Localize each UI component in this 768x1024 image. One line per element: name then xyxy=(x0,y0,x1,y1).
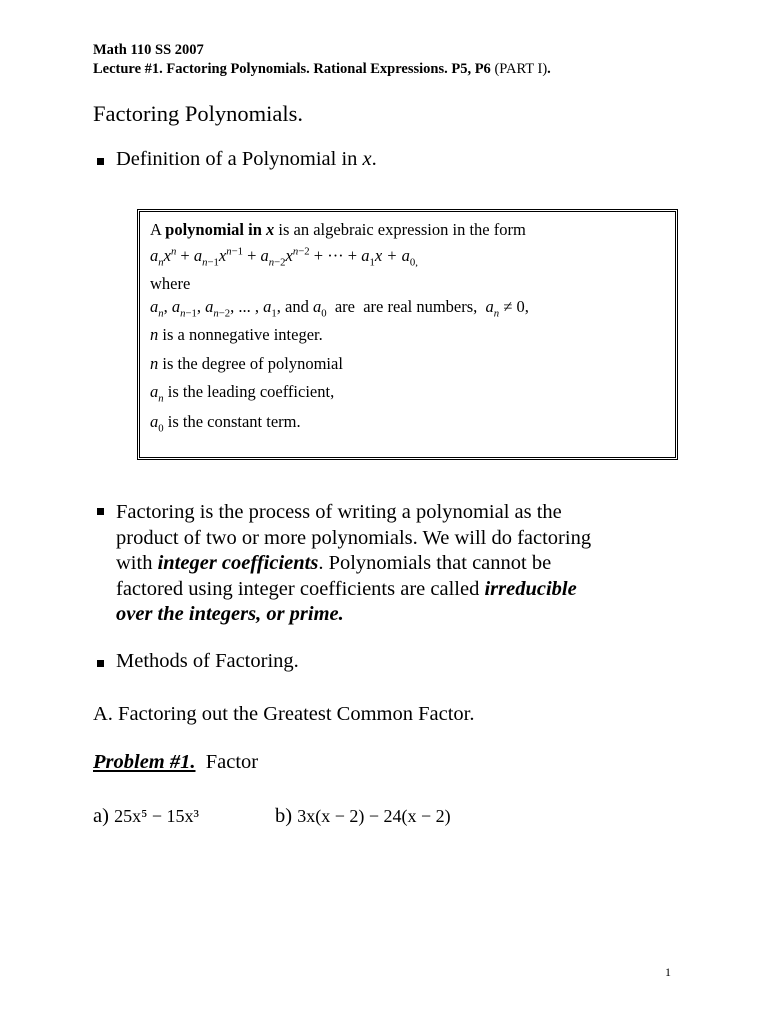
degree-line: n is the degree of polynomial xyxy=(150,354,343,373)
problem-part-b xyxy=(275,805,451,828)
intro-a: A xyxy=(150,220,166,239)
intro-var: x xyxy=(266,220,275,239)
polynomial-formula: $a_nx^n + a_{n-1}x^{n-1} + a_{n-2}x^{n-2}$ + ··· + $a_1x + a_{0,}$ xyxy=(150,245,418,269)
bullet-icon xyxy=(97,508,104,515)
para-text: factored using integer coefficients are called xyxy=(116,577,485,600)
leading-text: is the leading coefficient, xyxy=(167,382,335,401)
page-number: 1 xyxy=(665,965,671,979)
definition-var: x xyxy=(362,148,372,170)
bullet-icon xyxy=(97,158,104,165)
definition-intro xyxy=(150,220,526,240)
para-text: . Polynomials that cannot be xyxy=(318,552,552,574)
methods-bullet: Methods of Factoring. xyxy=(116,650,299,672)
lecture-part: (PART I) xyxy=(494,61,548,77)
part-a-expression: 25x⁵ − 15x³ xyxy=(114,806,199,826)
factoring-paragraph xyxy=(116,500,591,628)
irreducible-emphasis: irreducible xyxy=(484,577,577,600)
degree-text: is the degree of polynomial xyxy=(162,354,343,373)
definition-prefix: Definition of a Polynomial in xyxy=(116,148,363,170)
coeff-note: are real numbers xyxy=(363,297,474,316)
lecture-title: Lecture #1. Factoring Polynomials. Rational Expressions. P5, P6 xyxy=(93,61,491,77)
para-line: over the integers, or prime. xyxy=(116,603,344,625)
section-heading: A. Factoring out the Greatest Common Factor. xyxy=(93,703,475,725)
para-line: product of two or more polynomials. We will do factoring xyxy=(116,526,592,549)
constant-line: $a_0$ is the constant term. xyxy=(150,412,301,435)
course-header: Math 110 SS 2007 xyxy=(93,42,204,58)
integer-coefficients-emphasis: integer coefficients xyxy=(157,552,319,574)
problem-instruction: Factor xyxy=(205,751,259,773)
para-line xyxy=(116,577,591,603)
nonneg-text: is a nonnegative integer. xyxy=(162,325,323,344)
para-line xyxy=(116,551,591,577)
definition-box xyxy=(137,209,678,460)
intro-bold: polynomial in xyxy=(165,220,267,239)
formula-tail: x + a xyxy=(374,246,410,265)
definition-bullet xyxy=(116,148,377,171)
problem-part-a xyxy=(93,805,199,828)
definition-suffix: . xyxy=(371,148,377,170)
page-title: Factoring Polynomials. xyxy=(93,101,303,126)
part-a-label: a) xyxy=(93,805,109,827)
problem-heading xyxy=(93,751,258,774)
leading-line: $a_n$ is the leading coefficient, xyxy=(150,382,335,405)
para-line: Factoring is the process of writing a polynomial as the xyxy=(116,501,562,523)
neq: ≠ 0, xyxy=(503,297,529,316)
bullet-icon xyxy=(97,660,104,667)
part-b-label: b) xyxy=(275,805,293,827)
intro-rest: is an algebraic expression in the form xyxy=(274,220,526,239)
coefficients-line: $a_n$, $a_{n-1}$, $a_{n-2}$, ... , $a_1$, and $a_0$ are are real numbers, $a_n \ne 0$, xyxy=(150,297,529,320)
nonneg-line: n is a nonnegative integer. xyxy=(150,325,323,344)
part-b-expression: 3x(x − 2) − 24(x − 2) xyxy=(297,806,451,826)
where-label: where xyxy=(150,274,191,293)
lecture-header xyxy=(93,61,551,78)
lecture-end: . xyxy=(547,61,551,77)
para-text: with xyxy=(116,552,158,574)
problem-label: Problem #1. xyxy=(93,751,196,773)
constant-text: is the constant term. xyxy=(167,412,301,431)
